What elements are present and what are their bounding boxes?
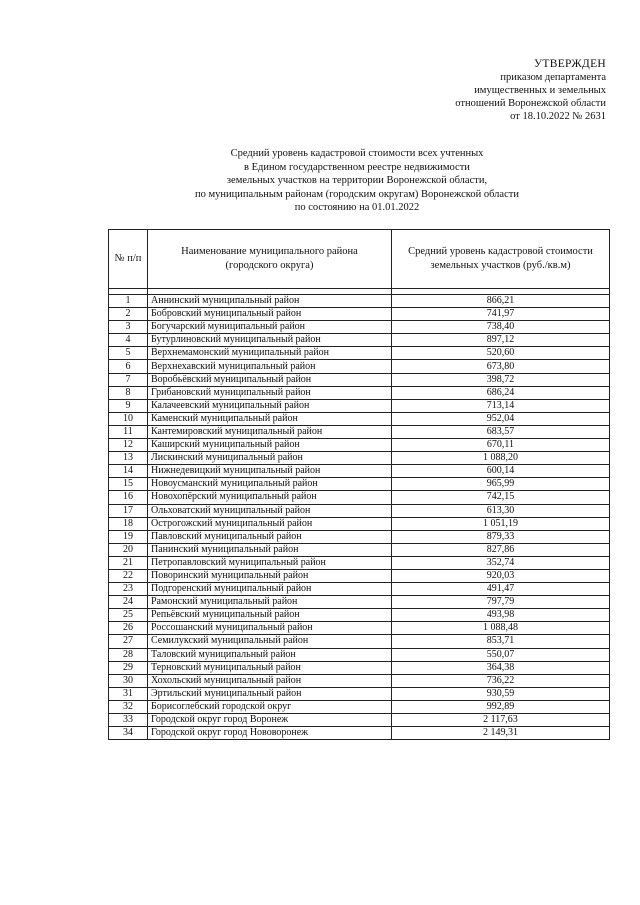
header-municipality: [148, 230, 392, 289]
table-row: [109, 714, 610, 727]
row-municipality: Каменский муниципальный район: [148, 412, 392, 425]
row-value: 520,60: [392, 347, 610, 360]
table-row: [109, 465, 610, 478]
header-number: № п/п: [109, 230, 148, 289]
table-row: [109, 569, 610, 582]
row-value: 673,80: [392, 360, 610, 373]
row-value: 683,57: [392, 425, 610, 438]
heading-line: Средний уровень кадастровой стоимости всех учтенных: [230, 148, 484, 159]
row-value: 398,72: [392, 373, 610, 386]
heading-line: в Едином государственном реестре недвижимости: [244, 161, 470, 173]
row-number: 17: [109, 504, 148, 517]
row-number: 11: [109, 425, 148, 438]
row-municipality: Таловский муниципальный район: [148, 648, 392, 661]
approval-line: приказом департамента: [500, 72, 606, 83]
table-row: [109, 491, 610, 504]
row-value: 992,89: [392, 700, 610, 713]
row-value: 352,74: [392, 556, 610, 569]
table-row: [109, 543, 610, 556]
approval-date: от 18.10.2022 № 2631: [510, 111, 606, 122]
row-value: 686,24: [392, 386, 610, 399]
row-number: 29: [109, 661, 148, 674]
row-value: 741,97: [392, 308, 610, 321]
row-value: 853,71: [392, 635, 610, 648]
row-number: 27: [109, 635, 148, 648]
row-municipality: Воробьёвский муниципальный район: [148, 373, 392, 386]
row-municipality: Поворинский муниципальный район: [148, 569, 392, 582]
document-heading: [0, 147, 640, 215]
table-row: [109, 399, 610, 412]
table-row: [109, 635, 610, 648]
row-value: 1 088,20: [392, 452, 610, 465]
heading-date: по состоянию на 01.01.2022: [294, 202, 420, 213]
heading-line: по муниципальным районам (городским округам) Воронежской области: [195, 188, 519, 200]
approval-line: отношений Воронежской области: [455, 98, 606, 109]
row-municipality: Семилукский муниципальный район: [148, 635, 392, 648]
row-municipality: Городской округ город Воронеж: [148, 714, 392, 727]
row-municipality: Кантемировский муниципальный район: [148, 425, 392, 438]
row-number: 19: [109, 530, 148, 543]
row-number: 18: [109, 517, 148, 530]
table-row: [109, 334, 610, 347]
table-row: [109, 295, 610, 308]
row-value: 493,98: [392, 609, 610, 622]
row-value: 866,21: [392, 295, 610, 308]
table-row: [109, 412, 610, 425]
row-municipality: Острогожский муниципальный район: [148, 517, 392, 530]
row-municipality: Терновский муниципальный район: [148, 661, 392, 674]
row-number: 1: [109, 295, 148, 308]
approval-line: имущественных и земельных: [474, 85, 606, 96]
row-number: 15: [109, 478, 148, 491]
row-municipality: Каширский муниципальный район: [148, 439, 392, 452]
table-row: [109, 504, 610, 517]
table-row: [109, 386, 610, 399]
row-number: 6: [109, 360, 148, 373]
row-municipality: Хохольский муниципальный район: [148, 674, 392, 687]
row-municipality: Россошанский муниципальный район: [148, 622, 392, 635]
row-number: 3: [109, 321, 148, 334]
row-number: 26: [109, 622, 148, 635]
heading-line: земельных участков на территории Воронежской области,: [226, 175, 488, 186]
row-value: 364,38: [392, 661, 610, 674]
table-header-row: [109, 230, 610, 289]
table-row: [109, 674, 610, 687]
row-municipality: Лискинский муниципальный район: [148, 452, 392, 465]
header-value-line2: земельных участков (руб./кв.м): [430, 260, 571, 271]
row-municipality: Новоусманский муниципальный район: [148, 478, 392, 491]
table-row: [109, 373, 610, 386]
row-number: 28: [109, 648, 148, 661]
row-number: 10: [109, 412, 148, 425]
approval-block: [455, 58, 606, 123]
row-number: 14: [109, 465, 148, 478]
row-number: 22: [109, 569, 148, 582]
row-value: 738,40: [392, 321, 610, 334]
approval-title: УТВЕРЖДЕН: [533, 58, 606, 70]
row-value: 797,79: [392, 596, 610, 609]
row-value: 736,22: [392, 674, 610, 687]
row-municipality: Рамонский муниципальный район: [148, 596, 392, 609]
row-number: 20: [109, 543, 148, 556]
row-value: 713,14: [392, 399, 610, 412]
row-value: 930,59: [392, 687, 610, 700]
row-number: 30: [109, 674, 148, 687]
row-number: 25: [109, 609, 148, 622]
table-row: [109, 360, 610, 373]
row-value: 2 117,63: [392, 714, 610, 727]
row-municipality: Панинский муниципальный район: [148, 543, 392, 556]
row-municipality: Новохопёрский муниципальный район: [148, 491, 392, 504]
table-body: [109, 295, 610, 740]
row-municipality: Репьёвский муниципальный район: [148, 609, 392, 622]
row-number: 16: [109, 491, 148, 504]
row-number: 12: [109, 439, 148, 452]
row-value: 670,11: [392, 439, 610, 452]
row-number: 21: [109, 556, 148, 569]
row-municipality: Эртильский муниципальный район: [148, 687, 392, 700]
row-number: 8: [109, 386, 148, 399]
row-municipality: Верхнехавский муниципальный район: [148, 360, 392, 373]
row-municipality: Богучарский муниципальный район: [148, 321, 392, 334]
row-municipality: Бутурлиновский муниципальный район: [148, 334, 392, 347]
row-number: 23: [109, 583, 148, 596]
row-municipality: Петропавловский муниципальный район: [148, 556, 392, 569]
row-value: 550,07: [392, 648, 610, 661]
row-municipality: Городской округ город Нововоронеж: [148, 727, 392, 740]
row-number: 2: [109, 308, 148, 321]
header-average-value: [392, 230, 610, 289]
row-number: 33: [109, 714, 148, 727]
table-row: [109, 700, 610, 713]
row-number: 5: [109, 347, 148, 360]
row-municipality: Калачеевский муниципальный район: [148, 399, 392, 412]
row-value: 1 051,19: [392, 517, 610, 530]
row-number: 32: [109, 700, 148, 713]
row-municipality: Борисоглебский городской округ: [148, 700, 392, 713]
table-row: [109, 609, 610, 622]
table-row: [109, 308, 610, 321]
table-row: [109, 583, 610, 596]
row-value: 827,86: [392, 543, 610, 556]
table-row: [109, 727, 610, 740]
row-value: 965,99: [392, 478, 610, 491]
row-value: 952,04: [392, 412, 610, 425]
table-row: [109, 530, 610, 543]
row-value: 920,03: [392, 569, 610, 582]
table-row: [109, 687, 610, 700]
table-row: [109, 478, 610, 491]
row-value: 2 149,31: [392, 727, 610, 740]
table-row: [109, 347, 610, 360]
row-municipality: Грибановский муниципальный район: [148, 386, 392, 399]
table-row: [109, 648, 610, 661]
row-municipality: Верхнемамонский муниципальный район: [148, 347, 392, 360]
table-row: [109, 661, 610, 674]
row-municipality: Бобровский муниципальный район: [148, 308, 392, 321]
row-number: 24: [109, 596, 148, 609]
header-municipality-line1: Наименование муниципального района: [181, 246, 358, 257]
table-row: [109, 425, 610, 438]
row-value: 897,12: [392, 334, 610, 347]
row-number: 31: [109, 687, 148, 700]
row-value: 879,33: [392, 530, 610, 543]
row-municipality: Ольховатский муниципальный район: [148, 504, 392, 517]
table-row: [109, 321, 610, 334]
row-municipality: Нижнедевицкий муниципальный район: [148, 465, 392, 478]
row-municipality: Подгоренский муниципальный район: [148, 583, 392, 596]
table-row: [109, 622, 610, 635]
row-municipality: Павловский муниципальный район: [148, 530, 392, 543]
row-number: 9: [109, 399, 148, 412]
row-value: 1 088,48: [392, 622, 610, 635]
table-row: [109, 439, 610, 452]
row-number: 4: [109, 334, 148, 347]
row-value: 613,30: [392, 504, 610, 517]
row-number: 13: [109, 452, 148, 465]
table-row: [109, 596, 610, 609]
table-row: [109, 452, 610, 465]
row-value: 742,15: [392, 491, 610, 504]
row-value: 491,47: [392, 583, 610, 596]
header-municipality-line2: (городского округа): [225, 260, 314, 271]
table-row: [109, 517, 610, 530]
row-number: 7: [109, 373, 148, 386]
table-row: [109, 556, 610, 569]
header-value-line1: Средний уровень кадастровой стоимости: [408, 246, 593, 257]
row-municipality: Аннинский муниципальный район: [148, 295, 392, 308]
row-value: 600,14: [392, 465, 610, 478]
row-number: 34: [109, 727, 148, 740]
cadastral-value-table: [108, 229, 610, 740]
